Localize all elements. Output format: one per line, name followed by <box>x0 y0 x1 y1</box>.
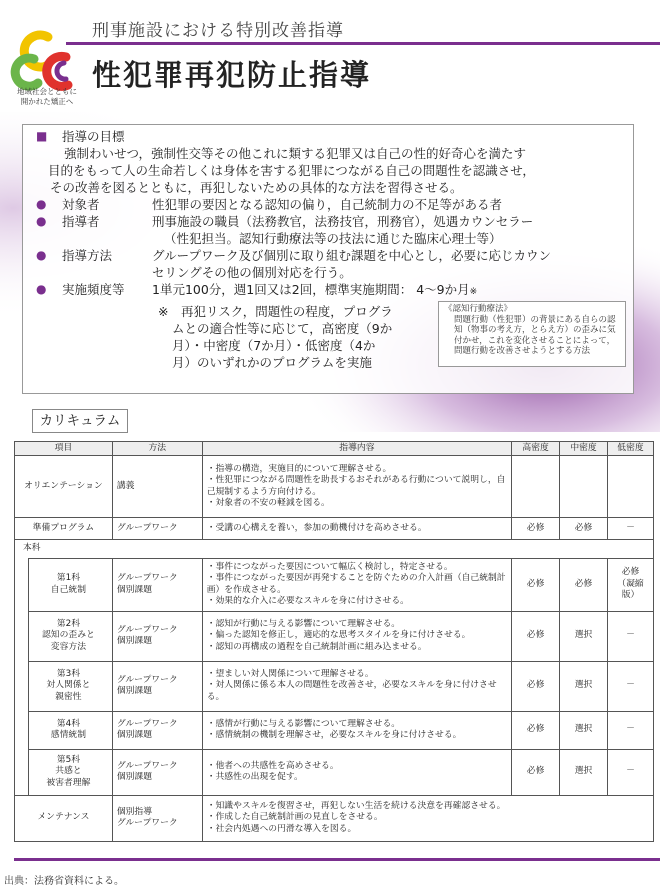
cell-low: － <box>608 749 654 795</box>
instructor-row <box>36 213 631 230</box>
goal-row <box>36 128 631 145</box>
method-line: グループワーク <box>116 573 178 583</box>
goal-text-2: 目的をもって人の生命若しくは身体を害する犯罪につながる自己の問題性を認識させ， <box>48 163 535 178</box>
target-label: 対象者 <box>62 197 100 212</box>
cell-low <box>608 456 654 518</box>
table-row <box>15 749 654 795</box>
method-line: グループワーク <box>116 818 178 828</box>
instructor-label: 指導者 <box>62 214 100 229</box>
header-high: 高密度 <box>512 442 560 456</box>
method-text-1: グループワーク及び個別に取り組む課題を中心とし，必要に応じカウン <box>152 248 552 263</box>
cell-content <box>202 711 511 749</box>
cell-item: 準備プログラム <box>15 518 113 540</box>
content-line: ・他者への共感性を高めさせる。 <box>206 760 339 771</box>
cell-item: オリエンテーション <box>15 456 113 518</box>
title-divider <box>66 42 660 45</box>
cell-high: 必修 <box>512 749 560 795</box>
header-low: 低密度 <box>608 442 654 456</box>
cell-content <box>202 456 511 518</box>
circle-bullet-icon: ● <box>36 214 47 228</box>
goal-text-3: その改善を図るとともに，再犯しないための具体的な方法を習得させる。 <box>50 180 463 195</box>
method-row <box>36 247 631 264</box>
table-row <box>15 611 654 661</box>
table-row-main-label <box>15 540 654 559</box>
method-line: グループワーク <box>116 718 178 729</box>
cell-low: － <box>608 661 654 711</box>
goal-label: 指導の目標 <box>62 129 125 144</box>
header-item: 項目 <box>15 442 113 456</box>
content-line: ・感情が行動に与える影響について理解させる。 <box>206 718 401 729</box>
cell-content <box>202 661 511 711</box>
cell-method <box>112 795 202 841</box>
item-line: 変容方法 <box>50 641 86 652</box>
square-bullet-icon: ■ <box>36 129 48 143</box>
note-line-3: 月）・中密度（7か月）・低密度（4か <box>172 338 376 353</box>
header-mid: 中密度 <box>560 442 608 456</box>
indent-cell <box>15 711 29 749</box>
method-line: 個別指導 <box>116 806 153 817</box>
item-line: 親密性 <box>55 691 82 702</box>
note-area <box>36 303 631 373</box>
curriculum-label: カリキュラム <box>32 409 128 433</box>
cell-content <box>202 611 511 661</box>
table-row <box>15 558 654 611</box>
content-line: ・共感性の出現を促す。 <box>206 772 303 782</box>
content-line: ・認知が行動に与える影響について理解させる。 <box>206 618 401 629</box>
cell-method: グループワーク <box>112 518 202 540</box>
frequency-mark: ※ <box>469 287 478 297</box>
source-footnote: 出典：法務省資料による。 <box>4 876 124 887</box>
indent-cell <box>15 749 29 795</box>
content-line: ・効果的な介入に必要なスキルを身に付けさせる。 <box>206 596 409 606</box>
item-line: 感情統制 <box>50 730 86 740</box>
cell-low: － <box>608 711 654 749</box>
cell-high: 必修 <box>512 518 560 540</box>
cell-method: 講義 <box>112 456 202 518</box>
indent-cell <box>15 611 29 661</box>
cbt-title: 《認知行動療法》 <box>444 304 513 314</box>
goal-text-1: 強制わいせつ，強制性交等その他これに類する犯罪又は自己の性的好奇心を満たす <box>64 146 527 161</box>
cell-content <box>202 749 511 795</box>
objectives-section <box>36 128 631 373</box>
cell-high: 必修 <box>512 711 560 749</box>
content-line: ・認知の再構成の過程を自己統制計画に組み込ませる。 <box>206 641 427 652</box>
main-label: 本科 <box>15 540 654 559</box>
method-line: グループワーク <box>116 674 178 685</box>
cell-item <box>28 711 112 749</box>
page-title: 性犯罪再犯防止指導 <box>92 58 372 92</box>
cell-content <box>202 518 511 540</box>
item-line: 対人関係と <box>46 680 91 691</box>
method-line: 個別課題 <box>116 772 153 782</box>
item-line: 第3科 <box>56 668 80 679</box>
frequency-text: 1単元100分，週1回又は2回，標準実施期間： 4～9か月 <box>152 282 470 297</box>
cell-mid: 選択 <box>560 749 608 795</box>
low-line: （凝縮版） <box>617 578 644 601</box>
cell-high: 必修 <box>512 611 560 661</box>
cell-content <box>202 795 653 841</box>
cell-mid: 選択 <box>560 661 608 711</box>
method-line: 個別課題 <box>116 686 153 696</box>
target-text: 性犯罪の要因となる認知の偏り，自己統制力の不足等がある者 <box>152 197 503 212</box>
method-line: グループワーク <box>116 624 178 635</box>
frequency-row <box>36 281 631 301</box>
cell-high <box>512 456 560 518</box>
cell-mid: 必修 <box>560 558 608 611</box>
cell-mid: 選択 <box>560 611 608 661</box>
cbt-text: 問題行動（性犯罪）の背景にある自らの認知（物事の考え方，とらえ方）の歪みに気付かせ，これを変化させることによって，問題行動を改善させようとする方法 <box>454 314 616 356</box>
curriculum-table <box>14 441 654 842</box>
note-line-4: 月）のいずれかのプログラムを実施 <box>172 355 372 370</box>
method-line: 個別課題 <box>116 584 153 595</box>
item-line: 第5科 <box>56 754 80 765</box>
note-line-1: ※ 再犯リスク，問題性の程度，プログラ <box>158 304 393 319</box>
table-row-orientation <box>15 456 654 518</box>
method-text-2: セリングその他の個別対応を行う。 <box>152 265 352 280</box>
low-line: 必修 <box>621 567 640 578</box>
note-text <box>158 303 430 371</box>
cell-low <box>608 558 654 611</box>
header-content: 指導内容 <box>202 442 511 456</box>
cell-method <box>112 611 202 661</box>
item-line: 自己統制 <box>50 584 86 595</box>
cell-method <box>112 711 202 749</box>
circle-bullet-icon: ● <box>36 282 47 296</box>
cell-item <box>28 558 112 611</box>
content-line: ・事件につながった要因について幅広く検討し，特定させる。 <box>206 561 453 572</box>
table-row <box>15 711 654 749</box>
bottom-divider <box>14 858 660 861</box>
frequency-label: 実施頻度等 <box>62 282 125 297</box>
method-line: グループワーク <box>116 760 178 771</box>
indent-cell <box>15 661 29 711</box>
item-line: 共感と <box>55 766 82 777</box>
cell-item: メンテナンス <box>15 795 113 841</box>
table-header-row <box>15 442 654 456</box>
cell-mid: 選択 <box>560 711 608 749</box>
content-line: ・望ましい対人関係について理解させる。 <box>206 668 374 679</box>
instructor-text-2: （性犯担当。認知行動療法等の技法に通じた臨床心理士等） <box>164 231 502 246</box>
content-line: ・作成した自己統制計画の見直しをさせる。 <box>206 812 383 823</box>
content-line: ・知識やスキルを復習させ，再犯しない生活を続ける決意を再確認させる。 <box>206 800 506 811</box>
cell-high: 必修 <box>512 661 560 711</box>
table-row-prep <box>15 518 654 540</box>
method-line: 個別課題 <box>116 730 153 740</box>
method-label: 指導方法 <box>62 248 113 263</box>
item-line: 第4科 <box>56 718 80 729</box>
content-line: ・感情統制の機制を理解させ，必要なスキルを身に付けさせる。 <box>206 730 462 740</box>
content-line: ・指導の構造，実施目的について理解させる。 <box>206 463 392 474</box>
cell-high: 必修 <box>512 558 560 611</box>
cell-content <box>202 558 511 611</box>
target-row <box>36 196 631 213</box>
cell-method <box>112 661 202 711</box>
header-method: 方法 <box>112 442 202 456</box>
circle-bullet-icon: ● <box>36 248 47 262</box>
note-line-2: ムとの適合性等に応じて，高密度（9か <box>172 321 393 336</box>
item-line: 被害者理解 <box>46 777 91 788</box>
content-line: ・社会内処遇への円滑な導入を図る。 <box>206 823 357 834</box>
content-line: ・事件につながった要因が再発することを防ぐための介入計画（自己統制計画）を作成させる。 <box>206 573 506 595</box>
cell-mid: 必修 <box>560 518 608 540</box>
table-row <box>15 661 654 711</box>
item-line: 第1科 <box>56 573 80 583</box>
logo-caption: 地域社会とともに 開かれた矯正へ <box>17 87 77 106</box>
cbt-note-box <box>438 301 626 367</box>
cell-item <box>28 749 112 795</box>
item-line: 第2科 <box>56 618 80 629</box>
content-line: ・受講の心構えを養い，参加の動機付けを高めさせる。 <box>206 522 427 533</box>
instructor-text-1: 刑事施設の職員（法務教官，法務技官，刑務官），処遇カウンセラー <box>152 214 534 229</box>
cell-low: － <box>608 518 654 540</box>
cell-method <box>112 558 202 611</box>
indent-cell <box>15 558 29 611</box>
table-row-maintenance <box>15 795 654 841</box>
cell-item <box>28 611 112 661</box>
content-line: ・偏った認知を修正し，適応的な思考スタイルを身に付けさせる。 <box>206 630 471 641</box>
cell-method <box>112 749 202 795</box>
cell-item <box>28 661 112 711</box>
cell-mid <box>560 456 608 518</box>
content-line: ・対人関係に係る本人の問題性を改善させ，必要なスキルを身に付けさせる。 <box>206 680 497 702</box>
method-line: 個別課題 <box>116 636 153 646</box>
circle-bullet-icon: ● <box>36 197 47 211</box>
content-line: ・性犯罪につながる問題性を助長するおそれがある行動について説明し，自己規制するよう方向付ける。 <box>206 475 506 497</box>
page-subtitle: 刑事施設における特別改善指導 <box>92 21 344 41</box>
cell-low: － <box>608 611 654 661</box>
content-line: ・対象者の不安の軽減を図る。 <box>206 498 330 508</box>
item-line: 認知の歪みと <box>42 630 95 641</box>
